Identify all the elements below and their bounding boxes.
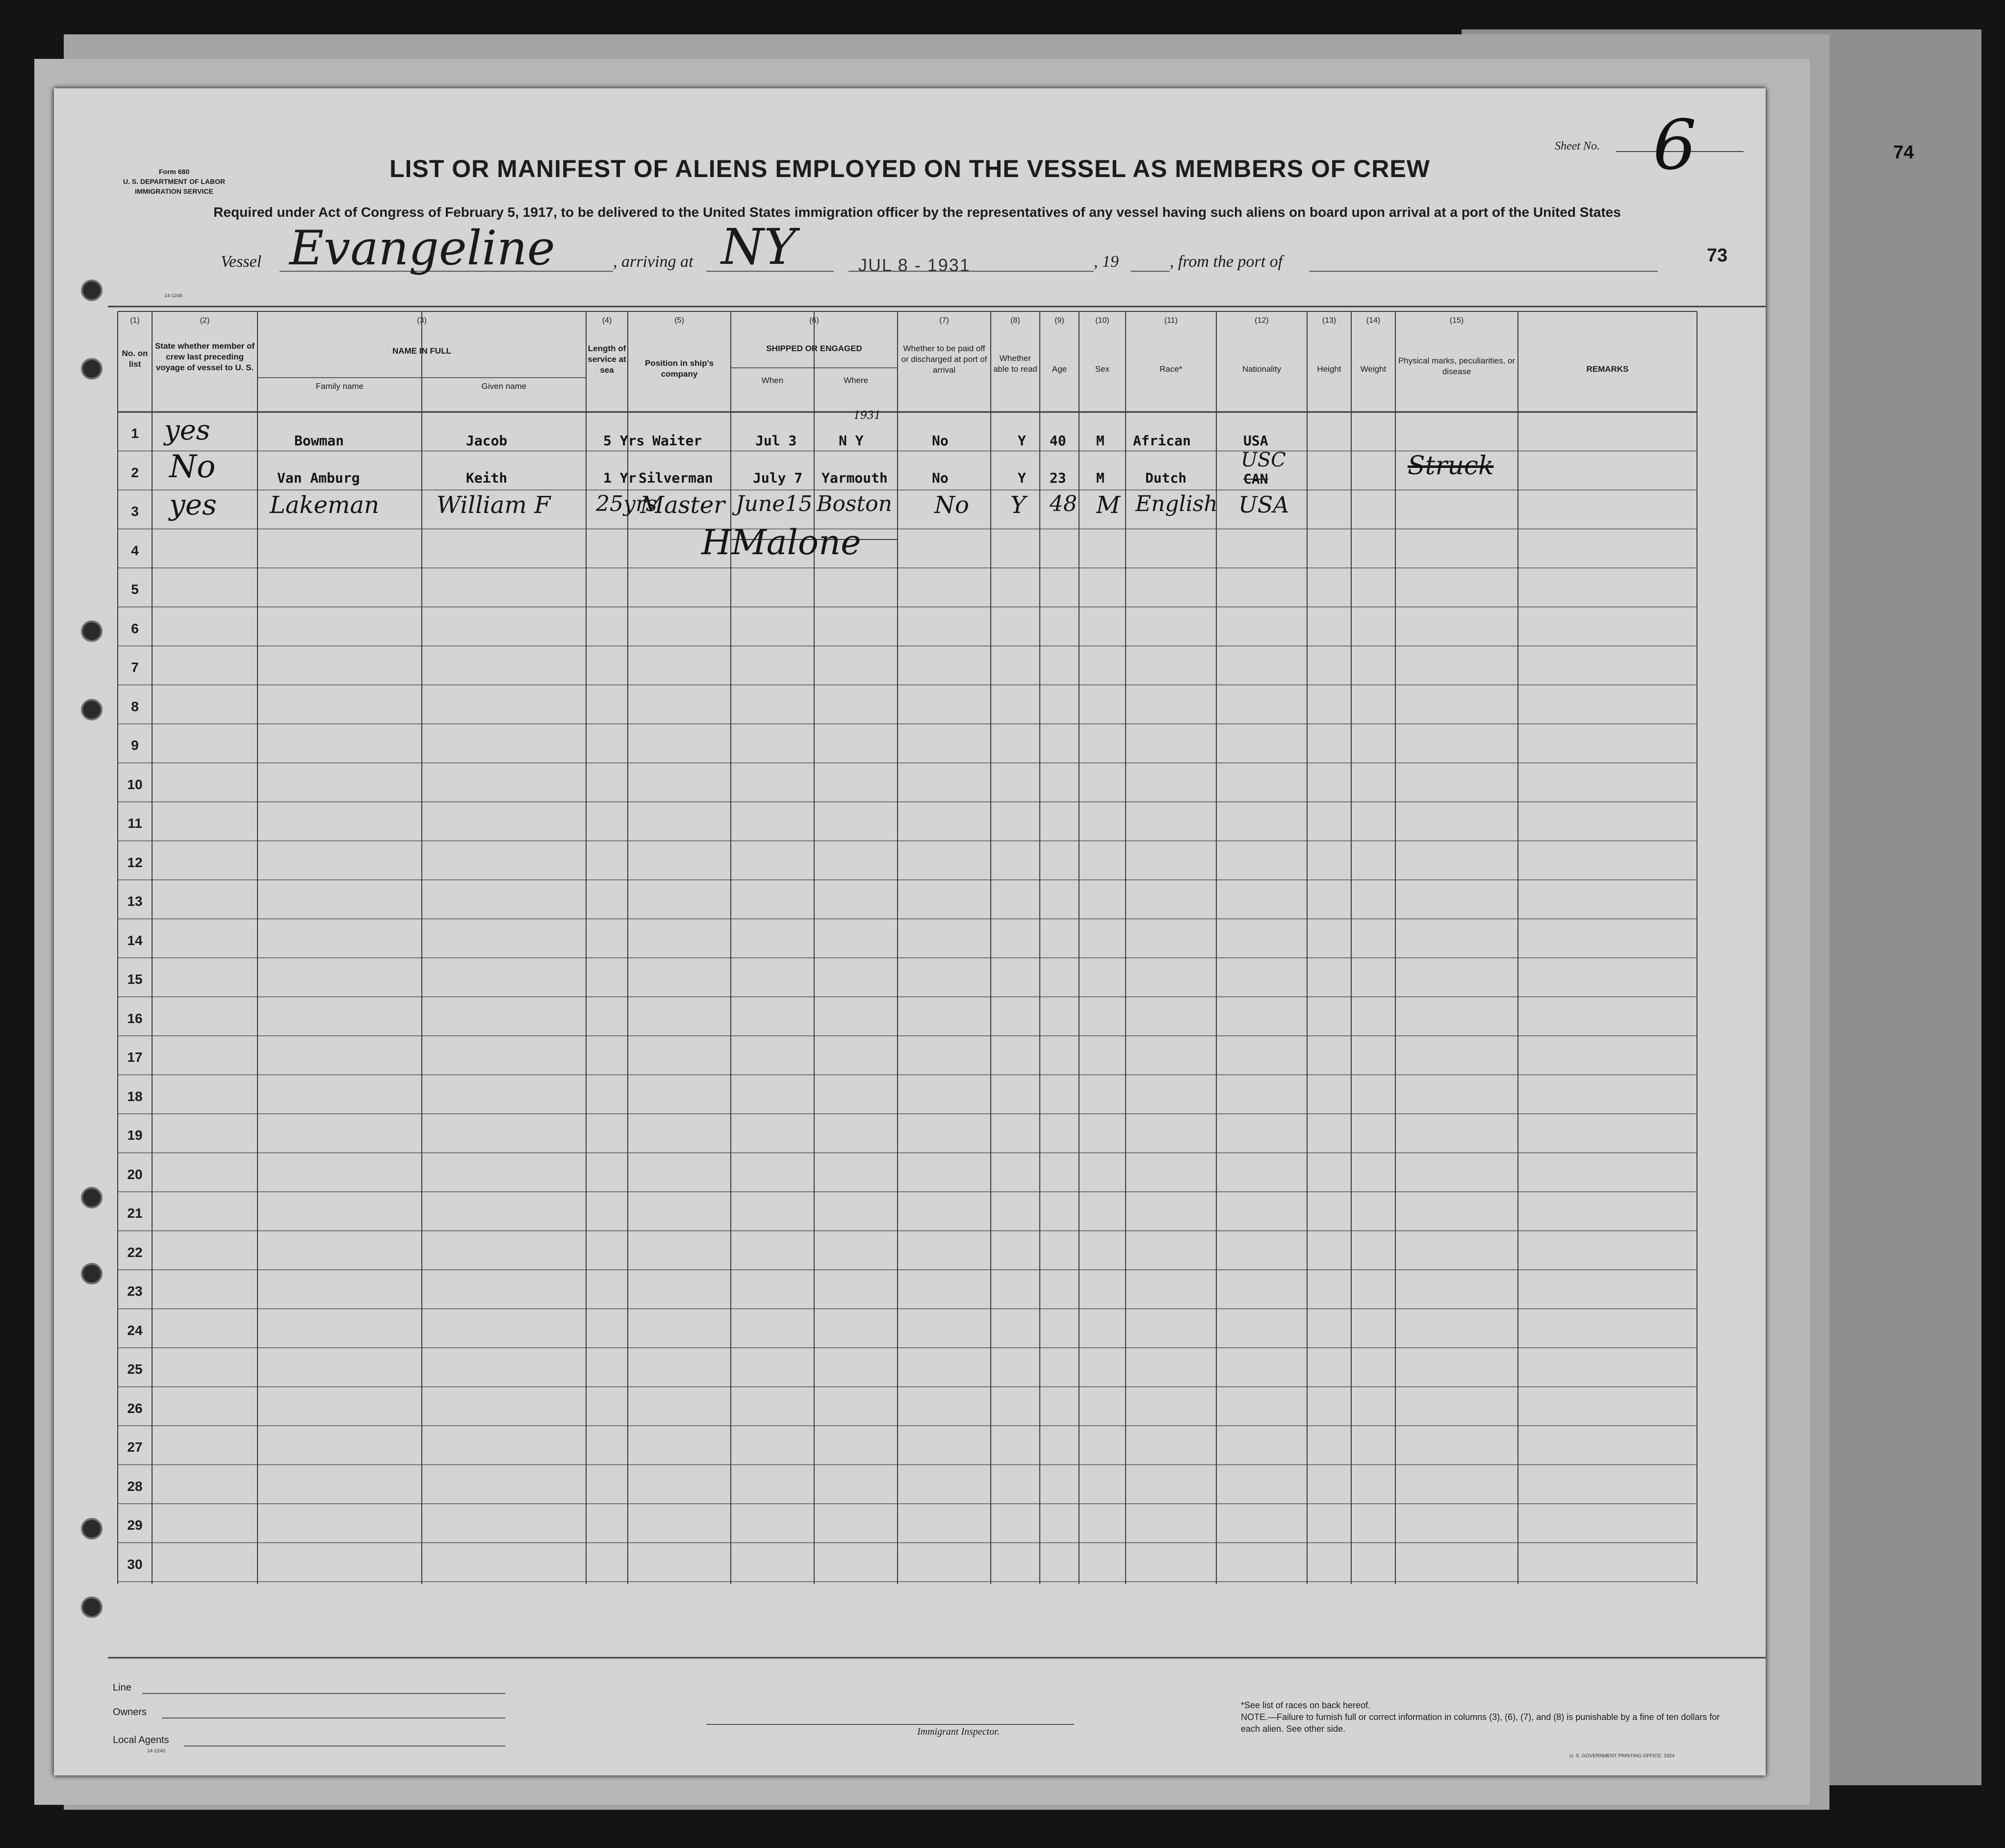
- row-number: 17: [127, 1050, 143, 1065]
- crew-2-remarks-struck: Struck: [1408, 451, 1494, 481]
- row-number: 13: [127, 894, 143, 909]
- crew-2-read: Y: [1018, 470, 1026, 486]
- sheet-number: 6: [1653, 105, 1697, 185]
- line-label: Line: [113, 1682, 131, 1693]
- column-header-remarks: REMARKS: [1586, 364, 1629, 374]
- penalty-note: NOTE.—Failure to furnish full or correct information in columns (3), (6), (7), and (8) is punishable by a fine of ten dollars for each alien. See other side.: [1241, 1712, 1720, 1734]
- crew-1-nationality: USA: [1243, 433, 1268, 449]
- row-number: 6: [131, 620, 139, 636]
- row-number: 7: [131, 660, 139, 675]
- row-number: 21: [127, 1206, 143, 1221]
- column-header-where: Where: [843, 376, 869, 385]
- year-prefix: , 19: [1094, 253, 1119, 271]
- column-header-given-name: Given name: [481, 382, 527, 391]
- crew-3-nationality: USA: [1238, 491, 1289, 518]
- owners-label: Owners: [113, 1707, 147, 1718]
- races-note: *See list of races on back hereof.: [1241, 1700, 1371, 1710]
- from-port-label: , from the port of: [1170, 253, 1283, 271]
- row-number: 9: [131, 738, 139, 753]
- column-number: (1): [130, 316, 140, 325]
- signature: HMalone: [701, 522, 861, 563]
- crew-2-race: Dutch: [1145, 470, 1187, 486]
- owners-underline: [162, 1718, 505, 1719]
- manifest-sheet: [54, 88, 1766, 1775]
- crew-1-given-name: Jacob: [466, 433, 508, 449]
- row-number: 11: [128, 816, 142, 831]
- crew-3-family-name: Lakeman: [270, 491, 380, 519]
- crew-2-nationality: CAN: [1243, 471, 1268, 487]
- crew-3-when: June15: [736, 491, 813, 516]
- row-number: 15: [127, 972, 143, 987]
- crew-2-family-name: Van Amburg: [277, 470, 360, 486]
- column-header-shipped-or-engaged: SHIPPED OR ENGAGED: [766, 344, 862, 353]
- crew-3-paid-off: No: [934, 491, 969, 519]
- column-number: (14): [1366, 316, 1381, 325]
- row-number: 25: [127, 1361, 143, 1377]
- agents-underline: [184, 1745, 505, 1746]
- column-header-able-to-read: Whether able to read: [993, 354, 1037, 374]
- column-number: (8): [1010, 316, 1020, 325]
- crew-2-nationality-correction: USC: [1241, 449, 1286, 471]
- column-header-paid-off: Whether to be paid off or discharged at port of arrival: [901, 344, 987, 375]
- row-number: 29: [127, 1517, 143, 1533]
- column-number: (7): [939, 316, 949, 325]
- manifest-table-grid: [54, 88, 1766, 1775]
- immigrant-inspector-label: Immigrant Inspector.: [917, 1726, 1000, 1737]
- row-number: 24: [127, 1322, 143, 1338]
- crew-1-age: 40: [1050, 433, 1066, 449]
- column-header-name-in-full: NAME IN FULL: [392, 346, 451, 356]
- row-number: 2: [131, 464, 139, 480]
- column-number: (6): [809, 316, 819, 325]
- row-number: 19: [127, 1128, 143, 1143]
- row-number: 20: [127, 1166, 143, 1182]
- page-number-stamp: 74: [1893, 142, 1914, 163]
- crew-3-where: Boston: [817, 491, 892, 516]
- column-number: (12): [1255, 316, 1269, 325]
- crew-2-position: Silverman: [639, 470, 713, 486]
- crew-2-sex: M: [1096, 470, 1105, 486]
- inspector-underline: [706, 1724, 1074, 1725]
- arriving-port: NY: [721, 218, 797, 276]
- row-number: 1: [131, 426, 139, 441]
- printer-mark: U. S. GOVERNMENT PRINTING OFFICE: 1924: [1569, 1753, 1675, 1759]
- form-identifier: Form 680 U. S. DEPARTMENT OF LABOR IMMIGRATION SERVICE: [123, 168, 226, 195]
- column-header-no-on-list: No. on list: [122, 349, 148, 369]
- column-header-nationality: Nationality: [1242, 364, 1282, 374]
- crew-2-where: Yarmouth: [822, 470, 888, 486]
- form-code: 14-1246: [164, 293, 182, 299]
- vessel-label: Vessel: [221, 253, 262, 271]
- crew-2-age: 23: [1050, 470, 1066, 486]
- row-number: 26: [127, 1400, 143, 1416]
- local-agents-label: Local Agents: [113, 1735, 169, 1745]
- crew-1-where: N Y: [839, 433, 864, 449]
- crew-1-race: African: [1133, 433, 1191, 449]
- column-header-physical-marks: Physical marks, peculiarities, or disease: [1398, 356, 1516, 376]
- crew-3-previous-voyage: yes: [169, 488, 217, 521]
- column-number: (5): [674, 316, 684, 325]
- row-number: 8: [131, 698, 139, 714]
- column-header-when: When: [761, 376, 784, 385]
- column-header-sex: Sex: [1095, 364, 1110, 374]
- row-number: 4: [131, 542, 139, 558]
- row-number: 28: [127, 1478, 143, 1494]
- column-header-height: Height: [1317, 364, 1341, 374]
- crew-1-position: Waiter: [652, 433, 702, 449]
- crew-1-service: 5 Yrs: [603, 433, 645, 449]
- row-number: 12: [127, 854, 143, 870]
- crew-3-service: 25yrs: [596, 491, 657, 516]
- page-number-stamp: 73: [1707, 245, 1728, 266]
- agents-code: 14-1240: [147, 1748, 165, 1754]
- row-number: 3: [131, 504, 139, 519]
- crew-1-sex: M: [1096, 433, 1105, 449]
- crew-2-service: 1 Yr: [603, 470, 637, 486]
- column-header-position: Position in ship's company: [644, 359, 714, 379]
- column-number: (3): [417, 316, 427, 325]
- crew-3-age: 48: [1050, 491, 1077, 516]
- crew-2-when: July 7: [753, 470, 803, 486]
- crew-3-position: Master: [640, 491, 725, 519]
- column-header-family-name: Family name: [315, 382, 364, 391]
- crew-1-read: Y: [1018, 433, 1026, 449]
- row-number: 10: [127, 776, 143, 792]
- crew-1-family-name: Bowman: [294, 433, 344, 449]
- crew-1-previous-voyage: yes: [164, 414, 210, 446]
- row-number: 22: [127, 1244, 143, 1260]
- column-number: (11): [1164, 316, 1178, 325]
- row-number: 23: [127, 1283, 143, 1299]
- row-number: 30: [127, 1556, 143, 1572]
- crew-1-paid-off: No: [932, 433, 949, 449]
- column-header-weight: Weight: [1360, 364, 1387, 374]
- row-number: 16: [127, 1010, 143, 1026]
- crew-2-paid-off: No: [932, 470, 949, 486]
- date-stamp: JUL 8 - 1931: [858, 255, 971, 275]
- crew-3-sex: M: [1096, 491, 1121, 519]
- row-number: 14: [127, 932, 143, 948]
- row-number: 18: [127, 1088, 143, 1104]
- column-header-previous-voyage: State whether member of crew last preceding voyage of vessel to U. S.: [154, 341, 255, 372]
- arriving-label: , arriving at: [613, 253, 694, 271]
- vessel-name: Evangeline: [289, 221, 555, 276]
- column-header-race: Race*: [1159, 364, 1182, 374]
- column-header-age: Age: [1052, 364, 1067, 374]
- column-number: (13): [1322, 316, 1337, 325]
- column-number: (2): [200, 316, 210, 325]
- column-number: (15): [1449, 316, 1464, 325]
- sheet-label: Sheet No.: [1555, 140, 1600, 153]
- crew-3-read: Y: [1010, 491, 1026, 519]
- column-number: (4): [602, 316, 612, 325]
- column-number: (9): [1054, 316, 1064, 325]
- row-number: 5: [131, 582, 139, 597]
- column-number: (10): [1095, 316, 1109, 325]
- document-subtitle: Required under Act of Congress of February 5, 1917, to be delivered to the United States immigration officer by the representatives of any vessel having such aliens on board upon arrival at a port of the United States: [213, 205, 1621, 220]
- column-header-length-of-service: Length of service at sea: [588, 344, 626, 375]
- crew-3-race: English: [1135, 491, 1218, 516]
- crew-1-when: Jul 3: [755, 433, 797, 449]
- crew-2-previous-voyage: No: [169, 449, 216, 485]
- document-title: LIST OR MANIFEST OF ALIENS EMPLOYED ON THE VESSEL AS MEMBERS OF CREW: [389, 155, 1430, 182]
- line-underline: [142, 1693, 505, 1694]
- year-annotation: 1931: [853, 410, 881, 422]
- crew-3-given-name: William F: [437, 491, 551, 519]
- row-number: 27: [127, 1439, 143, 1455]
- footer-notes: [1241, 1699, 1731, 1735]
- crew-2-given-name: Keith: [466, 470, 508, 486]
